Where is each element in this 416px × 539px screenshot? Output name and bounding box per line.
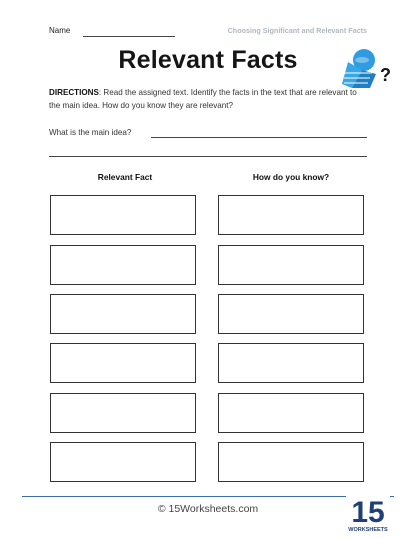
svg-text:?: ? [380,65,391,85]
how-do-you-know-box[interactable] [218,195,364,235]
relevant-fact-box[interactable] [50,294,196,334]
worksheet-subtitle: Choosing Significant and Relevant Facts [227,26,367,35]
name-field-line[interactable] [83,36,175,37]
mascot-question-icon [340,44,396,90]
logo-number: 15 [351,496,385,529]
main-idea-label: What is the main idea? [49,128,132,137]
logo-text: WORKSHEETS [348,527,388,533]
main-idea-answer-line-2[interactable] [49,156,367,157]
how-do-you-know-box[interactable] [218,343,364,383]
relevant-fact-box[interactable] [50,245,196,285]
directions-label: DIRECTIONS [49,88,99,97]
15worksheets-logo [346,492,390,534]
main-idea-answer-line[interactable] [151,137,367,138]
how-do-you-know-box[interactable] [218,294,364,334]
directions-text: : Read the assigned text. Identify the facts in the text that are relevant to the main idea. How do you know they are relevant? [49,88,357,110]
page-title: Relevant Facts [118,46,298,74]
footer-copyright: © 15Worksheets.com [157,503,259,515]
main-idea-question [49,128,367,142]
footer-divider [22,496,394,497]
how-do-you-know-column-header: How do you know? [252,172,330,182]
relevant-fact-box[interactable] [50,343,196,383]
relevant-fact-box[interactable] [50,442,196,482]
directions [49,86,369,112]
header [49,24,367,40]
how-do-you-know-box[interactable] [218,442,364,482]
relevant-fact-box[interactable] [50,195,196,235]
how-do-you-know-box[interactable] [218,245,364,285]
name-label: Name [49,26,71,35]
how-do-you-know-box[interactable] [218,393,364,433]
relevant-fact-box[interactable] [50,393,196,433]
relevant-fact-column-header: Relevant Fact [97,172,153,182]
